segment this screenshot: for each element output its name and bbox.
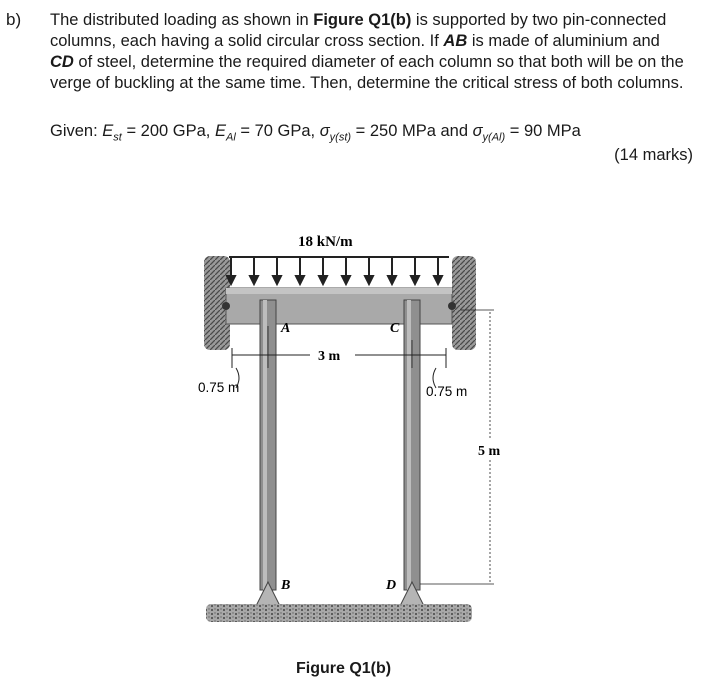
right-wall bbox=[452, 256, 476, 350]
load-arrows bbox=[227, 257, 442, 284]
label-c: C bbox=[390, 321, 400, 336]
question-line-4: verge of buckling at the same time. Then, determine the critical stress of both columns. bbox=[50, 74, 684, 92]
right-pin bbox=[448, 302, 456, 310]
question-line-3: CD of steel, determine the required diameter of each column so that both will be on the bbox=[50, 53, 684, 71]
question-line-1: The distributed loading as shown in Figure Q1(b) is supported by two pin-connected bbox=[50, 11, 667, 29]
given-values: Given: $E_{st} = 200$ GPa, $E_{Al} = 70$ GPa, $\sigma_{y(st)} = 250$ MPa and $\sigma_{y(Al)} = 90$ MPa bbox=[50, 122, 581, 144]
label-a: A bbox=[281, 321, 291, 336]
right-offset-label: 0.75 m bbox=[426, 384, 468, 399]
beam-highlight bbox=[226, 288, 452, 294]
ground bbox=[206, 604, 472, 622]
figure-caption: Figure Q1(b) bbox=[296, 660, 392, 677]
left-pin bbox=[222, 302, 230, 310]
label-b: B bbox=[281, 578, 291, 593]
label-d: D bbox=[386, 578, 397, 593]
question-line-2: columns, each having a solid circular cross section. If AB is made of aluminium and bbox=[50, 32, 660, 50]
marks-label: (14 marks) bbox=[614, 146, 693, 164]
height-label: 5 m bbox=[478, 444, 501, 459]
span-label: 3 m bbox=[318, 349, 341, 364]
question-label: b) bbox=[6, 10, 22, 29]
column-cd-highlight bbox=[407, 300, 411, 590]
column-ab-highlight bbox=[263, 300, 267, 590]
load-label: 18 kN/m bbox=[298, 234, 353, 250]
left-offset-label: 0.75 m bbox=[198, 380, 240, 395]
